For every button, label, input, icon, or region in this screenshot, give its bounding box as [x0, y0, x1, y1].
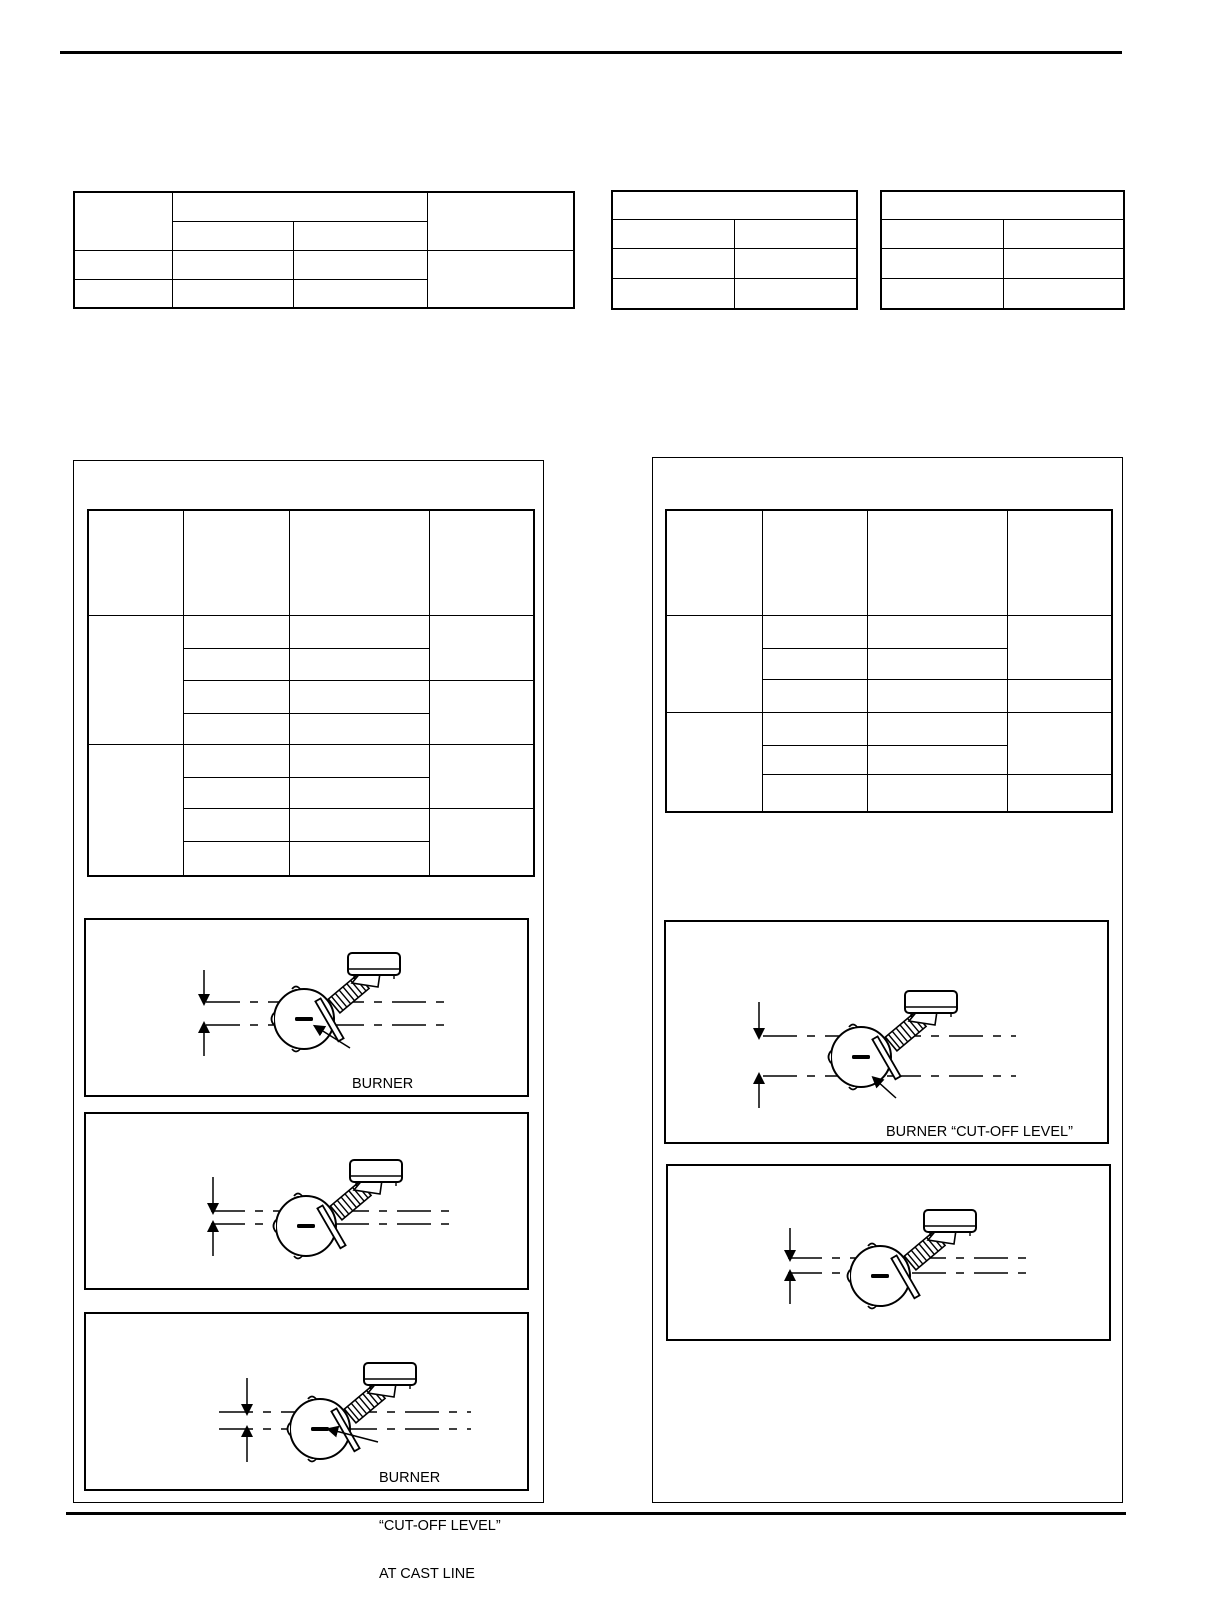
- table-cell: [183, 648, 289, 680]
- table-cell: [429, 615, 534, 680]
- table-cell: [293, 221, 427, 250]
- table-cell: [293, 279, 427, 308]
- table-cell: [762, 510, 867, 615]
- table-cell: [183, 615, 289, 648]
- table-cell: [427, 192, 574, 250]
- cutoff-label-line: BURNER: [379, 1470, 441, 1486]
- left-panel-table: [87, 509, 535, 877]
- table-cell: [289, 680, 429, 713]
- table-cell: [762, 679, 867, 712]
- table-cell: [289, 778, 429, 809]
- burner-diagram-5: [666, 1164, 1111, 1341]
- table-cell: [172, 279, 293, 308]
- table-cell: [762, 745, 867, 774]
- table-cell: [293, 250, 427, 279]
- table-cell: [429, 680, 534, 744]
- table-cell: [183, 842, 289, 876]
- table-cell: [867, 712, 1007, 745]
- table-cell: [172, 250, 293, 279]
- burner-diagram-4: [664, 920, 1109, 1144]
- cutoff-label-line: BURNER “CUT-OFF LEVEL”: [886, 1124, 1073, 1140]
- table-cell: [762, 615, 867, 648]
- table-cell: [1003, 219, 1124, 248]
- table-cell: [867, 745, 1007, 774]
- table-cell: [183, 714, 289, 745]
- cutoff-label-line: AT CAST LINE: [379, 1566, 475, 1582]
- table-cell: [429, 809, 534, 876]
- top-table-3: [880, 190, 1125, 310]
- table-cell: [867, 774, 1007, 812]
- table-cell: [881, 219, 1003, 248]
- table-cell: [429, 745, 534, 809]
- table-cell: [666, 712, 762, 812]
- table-cell: [74, 279, 172, 308]
- table-cell: [74, 250, 172, 279]
- table-cell: [88, 745, 183, 876]
- table-cell: [867, 510, 1007, 615]
- table-cell: [762, 774, 867, 812]
- table-cell: [74, 192, 172, 250]
- table-cell: [183, 745, 289, 778]
- top-table-1: [73, 191, 575, 309]
- table-cell: [289, 714, 429, 745]
- table-cell: [183, 680, 289, 713]
- table-cell: [881, 278, 1003, 309]
- table-cell: [1007, 615, 1112, 679]
- table-cell: [289, 809, 429, 842]
- burner-diagram-3: [84, 1312, 529, 1582]
- table-cell: [183, 510, 289, 615]
- table-cell: [762, 648, 867, 679]
- burner-drawing: [86, 1114, 531, 1292]
- burner-diagram-1: [84, 918, 529, 1097]
- table-cell: [427, 250, 574, 308]
- table-cell: [734, 278, 857, 309]
- top-rule: [60, 51, 1122, 54]
- table-cell: [289, 648, 429, 680]
- cutoff-label: [379, 1438, 501, 1614]
- top-table-2: [611, 190, 858, 310]
- table-cell: [1003, 248, 1124, 278]
- table-cell: [172, 192, 427, 221]
- table-cell: [612, 219, 734, 248]
- table-cell: [172, 221, 293, 250]
- table-cell: [183, 809, 289, 842]
- table-cell: [612, 248, 734, 278]
- table-cell: [289, 842, 429, 876]
- table-cell: [1007, 712, 1112, 774]
- table-cell: [289, 510, 429, 615]
- cutoff-label-line: “CUT-OFF LEVEL”: [379, 1518, 501, 1534]
- table-cell: [1007, 679, 1112, 712]
- table-cell: [867, 615, 1007, 648]
- cutoff-label-line: BURNER: [352, 1076, 414, 1092]
- table-cell: [867, 648, 1007, 679]
- table-cell: [183, 778, 289, 809]
- burner-diagram-2: [84, 1112, 529, 1290]
- table-cell: [612, 191, 857, 219]
- table-cell: [1007, 774, 1112, 812]
- table-cell: [881, 191, 1124, 219]
- table-cell: [88, 615, 183, 744]
- table-cell: [666, 615, 762, 712]
- bottom-rule: [66, 1512, 1126, 1515]
- table-cell: [762, 712, 867, 745]
- table-cell: [1003, 278, 1124, 309]
- burner-drawing: [668, 1166, 1113, 1343]
- table-cell: [666, 510, 762, 615]
- table-cell: [612, 278, 734, 309]
- table-cell: [867, 679, 1007, 712]
- table-cell: [734, 248, 857, 278]
- table-cell: [289, 615, 429, 648]
- table-cell: [1007, 510, 1112, 615]
- table-cell: [88, 510, 183, 615]
- table-cell: [734, 219, 857, 248]
- table-cell: [881, 248, 1003, 278]
- right-panel-table: [665, 509, 1113, 813]
- table-cell: [429, 510, 534, 615]
- table-cell: [289, 745, 429, 778]
